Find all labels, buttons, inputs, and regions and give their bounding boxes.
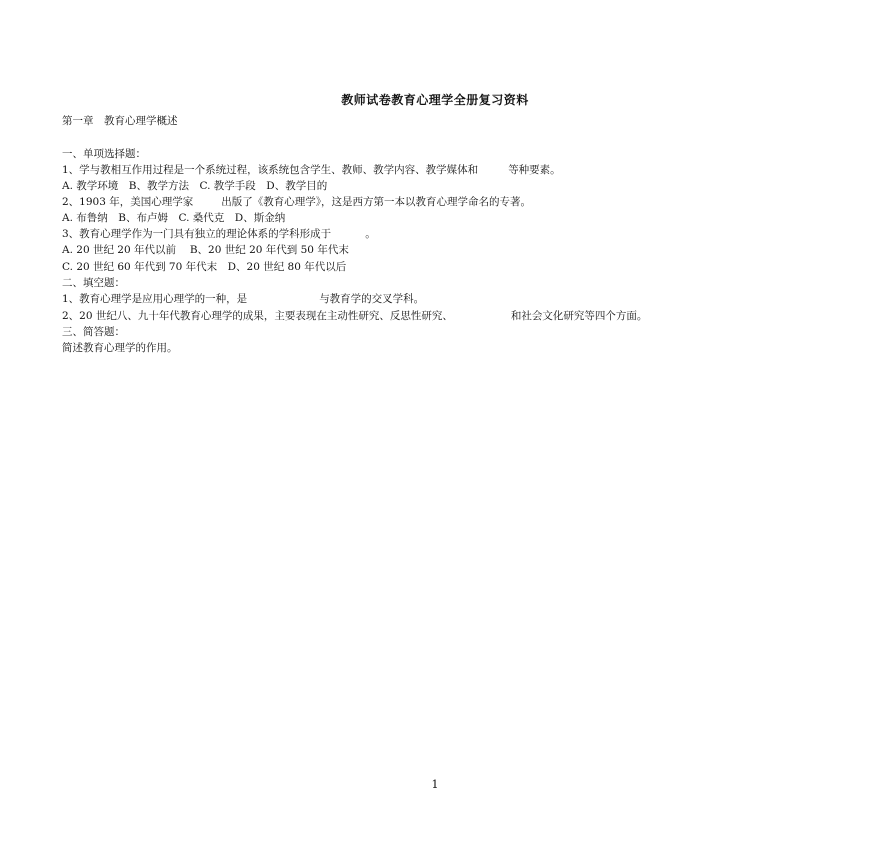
question-3-options-line-2: C. 20 世纪 60 年代到 70 年代末 D、20 世纪 80 年代以后: [62, 261, 347, 273]
section-heading-single-choice: 一、单项选择题：: [62, 148, 146, 160]
chapter-heading: 第一章 教育心理学概述: [62, 115, 178, 127]
section-heading-fill-blank: 二、填空题：: [62, 277, 125, 289]
question-3-stem-part-b: 。: [365, 228, 376, 240]
question-2-stem: [62, 195, 531, 209]
question-3-stem: [62, 227, 376, 241]
fill-question-1: [62, 292, 424, 306]
question-1-stem-part-a: 1、学与教相互作用过程是一个系统过程，该系统包含学生、教师、教学内容、教学媒体和: [62, 164, 479, 176]
fill-question-1-part-a: 1、教育心理学是应用心理学的一种，是: [62, 293, 248, 305]
question-1-stem-part-b: 等种要素。: [508, 164, 561, 176]
page-number: 1: [431, 778, 439, 791]
question-2-options: A. 布鲁纳 B、布卢姆 C. 桑代克 D、斯金纳: [62, 212, 286, 224]
fill-question-2-part-b: 和社会文化研究等四个方面。: [510, 310, 648, 322]
document-title: 教师试卷教育心理学全册复习资料: [341, 93, 529, 107]
question-1-stem: [62, 163, 561, 177]
question-2-stem-part-a: 2、1903 年，美国心理学家: [62, 196, 194, 208]
question-3-stem-part-a: 3、教育心理学作为一门具有独立的理论体系的学科形成于: [62, 228, 332, 240]
fill-question-1-part-b: 与教育学的交叉学科。: [319, 293, 425, 305]
fill-question-2: [62, 309, 647, 323]
question-3-options-line-1: A. 20 世纪 20 年代以前 B、20 世纪 20 年代到 50 年代末: [62, 244, 349, 256]
question-1-options: A. 教学环境 B、教学方法 C. 教学手段 D、教学目的: [62, 180, 328, 192]
fill-question-2-part-a: 2、20 世纪八、九十年代教育心理学的成果，主要表现在主动性研究、反思性研究、: [62, 310, 453, 322]
section-heading-short-answer: 三、简答题：: [62, 326, 125, 338]
question-2-stem-part-b: 出版了《教育心理学》，这是西方第一本以教育心理学命名的专著。: [221, 196, 531, 208]
short-answer-question-1: 简述教育心理学的作用。: [62, 342, 178, 354]
